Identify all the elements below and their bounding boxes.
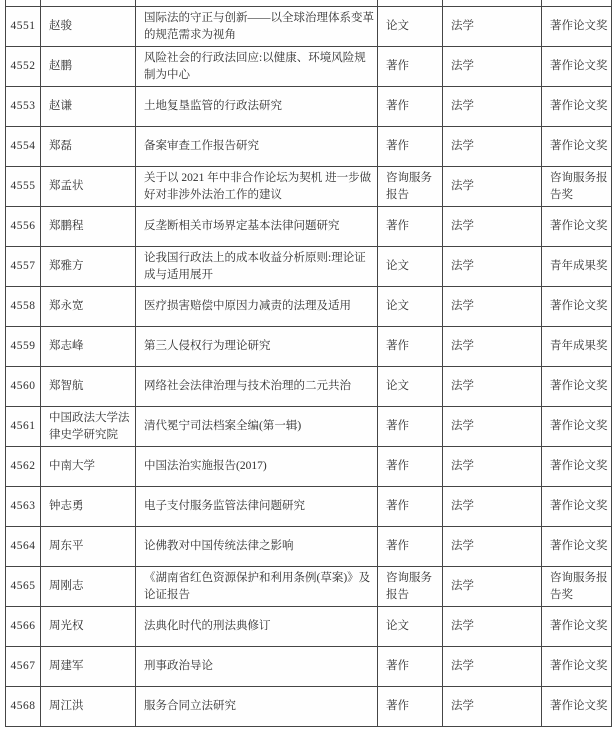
cell-id: 4551 — [5, 7, 41, 47]
cell-name: 郑永宽 — [41, 287, 136, 327]
table-row — [5, 167, 612, 207]
cell-id: 4564 — [5, 527, 41, 567]
cell-name: 郑志峰 — [41, 327, 136, 367]
cell-name: 郑孟状 — [41, 167, 136, 207]
cell-title: 反垄断相关市场界定基本法律问题研究 — [136, 207, 378, 247]
partial-row-top — [5, 0, 612, 7]
cell-name: 周建军 — [41, 647, 136, 687]
cell-id — [5, 0, 41, 7]
cell-type: 著作 — [378, 127, 443, 167]
cell-title: 论我国行政法上的成本收益分析原则:理论证成与适用展开 — [136, 247, 378, 287]
awards-table — [5, 0, 612, 727]
cell-field: 法学 — [443, 567, 542, 607]
cell-award — [542, 0, 612, 7]
cell-type: 著作 — [378, 527, 443, 567]
cell-name: 周光权 — [41, 607, 136, 647]
cell-name: 钟志勇 — [41, 487, 136, 527]
cell-name: 中南大学 — [41, 447, 136, 487]
cell-id: 4561 — [5, 407, 41, 447]
cell-title — [136, 0, 378, 7]
cell-title: 电子支付服务监管法律问题研究 — [136, 487, 378, 527]
cell-award: 青年成果奖 — [542, 327, 612, 367]
cell-field: 法学 — [443, 607, 542, 647]
table-row — [5, 247, 612, 287]
table-row — [5, 47, 612, 87]
table-row — [5, 527, 612, 567]
cell-type: 著作 — [378, 327, 443, 367]
cell-title: 论佛教对中国传统法律之影响 — [136, 527, 378, 567]
cell-type: 著作 — [378, 487, 443, 527]
cell-award: 著作论文奖 — [542, 447, 612, 487]
cell-type: 著作 — [378, 447, 443, 487]
cell-award: 著作论文奖 — [542, 207, 612, 247]
cell-id: 4566 — [5, 607, 41, 647]
cell-title: 中国法治实施报告(2017) — [136, 447, 378, 487]
table-row — [5, 87, 612, 127]
cell-title: 关于以 2021 年中非合作论坛为契机 进一步做好对非涉外法治工作的建议 — [136, 167, 378, 207]
cell-name: 赵鹏 — [41, 47, 136, 87]
cell-name: 郑雅方 — [41, 247, 136, 287]
cell-award: 著作论文奖 — [542, 407, 612, 447]
cell-id: 4558 — [5, 287, 41, 327]
cell-type: 论文 — [378, 367, 443, 407]
cell-type: 咨询服务报告 — [378, 567, 443, 607]
cell-field: 法学 — [443, 287, 542, 327]
cell-award: 咨询服务报告奖 — [542, 167, 612, 207]
cell-title: 国际法的守正与创新——以全球治理体系变革的规范需求为视角 — [136, 7, 378, 47]
cell-id: 4562 — [5, 447, 41, 487]
cell-field: 法学 — [443, 127, 542, 167]
cell-field: 法学 — [443, 367, 542, 407]
cell-award: 著作论文奖 — [542, 367, 612, 407]
cell-award: 咨询服务报告奖 — [542, 567, 612, 607]
cell-name — [41, 0, 136, 7]
cell-field: 法学 — [443, 167, 542, 207]
cell-award: 著作论文奖 — [542, 7, 612, 47]
table-row — [5, 407, 612, 447]
table-row — [5, 127, 612, 167]
cell-field: 法学 — [443, 447, 542, 487]
cell-name: 周江洪 — [41, 687, 136, 727]
cell-type: 论文 — [378, 247, 443, 287]
table-row — [5, 327, 612, 367]
cell-field: 法学 — [443, 7, 542, 47]
cell-field: 法学 — [443, 687, 542, 727]
cell-id: 4568 — [5, 687, 41, 727]
cell-field: 法学 — [443, 407, 542, 447]
cell-id: 4552 — [5, 47, 41, 87]
table-row — [5, 207, 612, 247]
cell-id: 4556 — [5, 207, 41, 247]
cell-name: 赵骏 — [41, 7, 136, 47]
cell-title: 法典化时代的刑法典修订 — [136, 607, 378, 647]
cell-title: 刑事政治导论 — [136, 647, 378, 687]
cell-award: 著作论文奖 — [542, 607, 612, 647]
cell-field: 法学 — [443, 647, 542, 687]
cell-name: 赵谦 — [41, 87, 136, 127]
awards-table-body — [5, 0, 612, 727]
cell-title: 土地复垦监管的行政法研究 — [136, 87, 378, 127]
cell-award: 青年成果奖 — [542, 247, 612, 287]
cell-id: 4563 — [5, 487, 41, 527]
cell-id: 4554 — [5, 127, 41, 167]
cell-type: 论文 — [378, 287, 443, 327]
cell-title: 清代冕宁司法档案全编(第一辑) — [136, 407, 378, 447]
cell-type: 著作 — [378, 407, 443, 447]
cell-award: 著作论文奖 — [542, 487, 612, 527]
cell-name: 周刚志 — [41, 567, 136, 607]
cell-id: 4555 — [5, 167, 41, 207]
cell-award: 著作论文奖 — [542, 127, 612, 167]
cell-type: 论文 — [378, 607, 443, 647]
cell-award: 著作论文奖 — [542, 287, 612, 327]
table-row — [5, 367, 612, 407]
cell-field: 法学 — [443, 487, 542, 527]
cell-name: 周东平 — [41, 527, 136, 567]
cell-type: 咨询服务报告 — [378, 167, 443, 207]
table-row — [5, 287, 612, 327]
cell-type: 著作 — [378, 687, 443, 727]
cell-title: 第三人侵权行为理论研究 — [136, 327, 378, 367]
cell-title: 风险社会的行政法回应:以健康、环境风险规制为中心 — [136, 47, 378, 87]
cell-id: 4567 — [5, 647, 41, 687]
cell-field: 法学 — [443, 327, 542, 367]
cell-field: 法学 — [443, 207, 542, 247]
cell-name: 中国政法大学法律史学研究院 — [41, 407, 136, 447]
cell-field: 法学 — [443, 47, 542, 87]
cell-name: 郑磊 — [41, 127, 136, 167]
cell-award: 著作论文奖 — [542, 47, 612, 87]
cell-award: 著作论文奖 — [542, 527, 612, 567]
cell-field: 法学 — [443, 247, 542, 287]
cell-type: 著作 — [378, 647, 443, 687]
cell-name: 郑智航 — [41, 367, 136, 407]
cell-title: 服务合同立法研究 — [136, 687, 378, 727]
cell-award: 著作论文奖 — [542, 87, 612, 127]
cell-type: 著作 — [378, 47, 443, 87]
cell-field: 法学 — [443, 87, 542, 127]
table-row — [5, 687, 612, 727]
table-row — [5, 607, 612, 647]
cell-id: 4559 — [5, 327, 41, 367]
cell-award: 著作论文奖 — [542, 687, 612, 727]
cell-name: 郑鹏程 — [41, 207, 136, 247]
table-row — [5, 487, 612, 527]
cell-award: 著作论文奖 — [542, 647, 612, 687]
cell-field: 法学 — [443, 527, 542, 567]
table-row — [5, 647, 612, 687]
cell-type: 论文 — [378, 7, 443, 47]
cell-type — [378, 0, 443, 7]
cell-type: 著作 — [378, 207, 443, 247]
cell-title: 医疗损害赔偿中原因力减责的法理及适用 — [136, 287, 378, 327]
cell-title: 网络社会法律治理与技术治理的二元共治 — [136, 367, 378, 407]
cell-type: 著作 — [378, 87, 443, 127]
cell-title: 《湖南省红色资源保护和利用条例(草案)》及论证报告 — [136, 567, 378, 607]
cell-id: 4557 — [5, 247, 41, 287]
cell-id: 4560 — [5, 367, 41, 407]
cell-title: 备案审查工作报告研究 — [136, 127, 378, 167]
table-row — [5, 447, 612, 487]
cell-field — [443, 0, 542, 7]
cell-id: 4565 — [5, 567, 41, 607]
cell-id: 4553 — [5, 87, 41, 127]
table-row — [5, 7, 612, 47]
table-row — [5, 567, 612, 607]
